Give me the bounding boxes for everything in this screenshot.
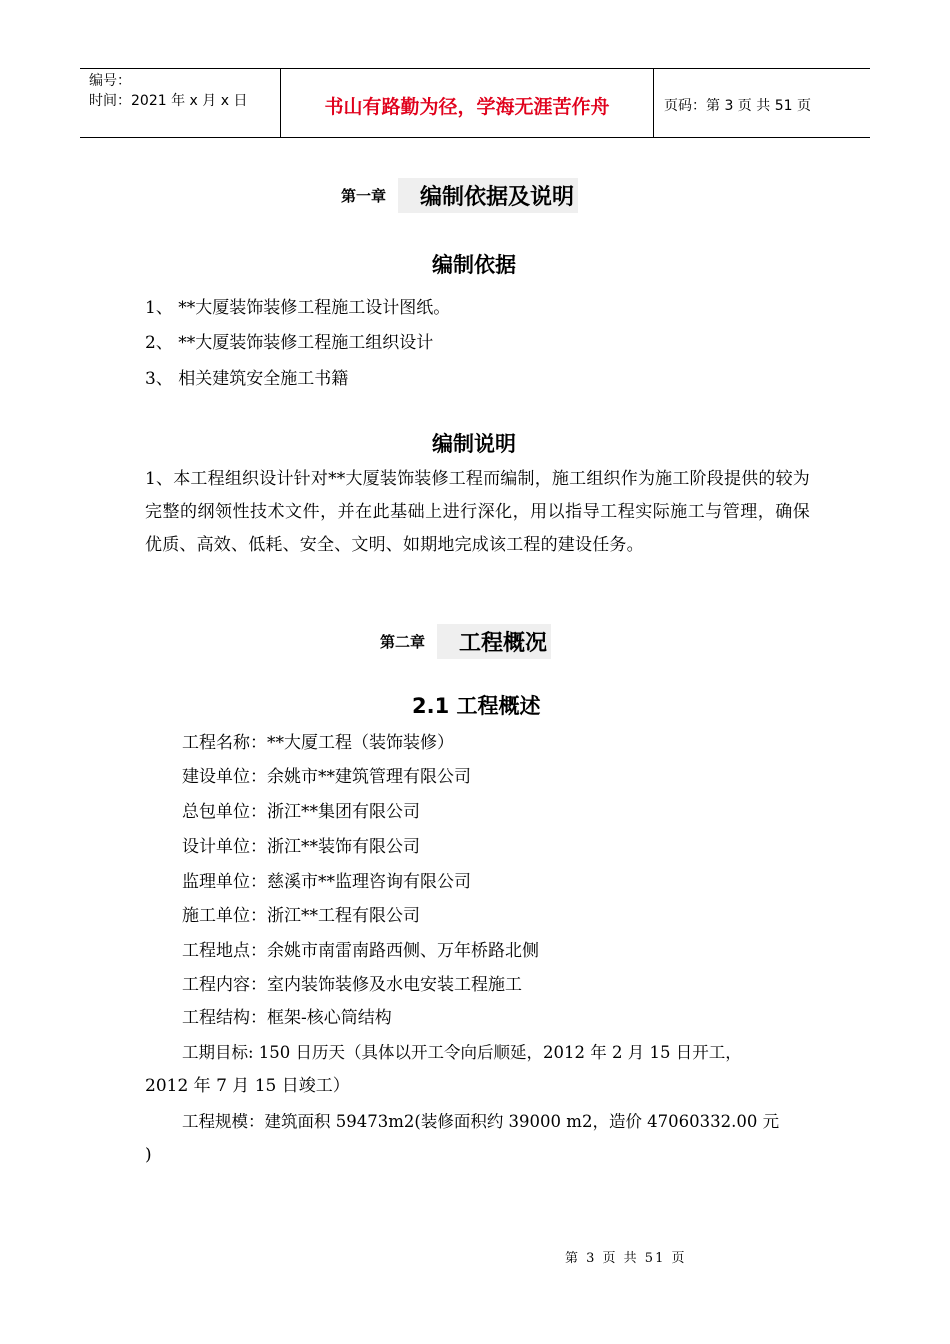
scale-line: 工程规模：建筑面积 59473m2(装修面积约 39000 m2，造价 47060332.00 元: [182, 1112, 780, 1131]
overview-line: 设计单位：浙江**装饰有限公司: [182, 837, 420, 857]
overview-line: 工程内容：室内装饰装修及水电安装工程施工: [182, 975, 522, 995]
overview-line: 施工单位：浙江**工程有限公司: [182, 906, 420, 926]
overview-line: 建设单位：余姚市**建筑管理有限公司: [182, 767, 471, 787]
chapter2-heading: [380, 624, 551, 659]
basis-item: 3、 相关建筑安全施工书籍: [145, 369, 349, 389]
header-meta-cell: [80, 69, 281, 137]
overview-line: 总包单位：浙江**集团有限公司: [182, 802, 420, 822]
schedule-line: 工期目标: 150 日历天（具体以开工令向后顺延，2012 年 2 月 15 日开工，: [182, 1043, 742, 1062]
overview-line: 工程地点：余姚市南雷南路西侧、万年桥路北侧: [182, 941, 539, 961]
schedule-line-cont: 2012 年 7 月 15 日竣工）: [145, 1076, 350, 1096]
footer-page-number: 第 3 页 共 51 页: [565, 1251, 687, 1266]
overview-line: 工程结构：框架-核心筒结构: [182, 1008, 392, 1028]
basis-item: 1、 **大厦装饰装修工程施工设计图纸。: [145, 298, 451, 318]
header-table: [80, 68, 870, 138]
basis-item: 2、 **大厦装饰装修工程施工组织设计: [145, 333, 434, 353]
chapter1-number: 第一章: [341, 187, 387, 205]
overview-line: 监理单位：慈溪市**监理咨询有限公司: [182, 872, 471, 892]
chapter2-number: 第二章: [380, 633, 426, 651]
chapter1-title: 编制依据及说明: [398, 178, 578, 213]
section-overview-title: 2.1 工程概述: [412, 694, 541, 718]
header-page-label: 页码：第 3 页 共 51 页: [664, 98, 811, 114]
header-motto: 书山有路勤为径，学海无涯苦作舟: [281, 69, 654, 137]
code-label: 编号：: [89, 73, 131, 89]
notes-paragraph: 1、本工程组织设计针对**大厦装饰装修工程而编制，施工组织作为施工阶段提供的较为完整的纲领性技术文件，并在此基础上进行深化，用以指导工程实际施工与管理，确保优质、高效、低耗、安全、文明、如期地完成该工程的建设任务。: [145, 469, 810, 555]
date-label: 时间：2021 年 x 月 x 日: [89, 93, 248, 109]
section-notes-title: 编制说明: [432, 432, 516, 456]
section-basis-title: 编制依据: [432, 253, 516, 277]
overview-line: 工程名称：**大厦工程（装饰装修）: [182, 733, 454, 753]
chapter2-title: 工程概况: [437, 624, 551, 659]
scale-line-cont: ): [145, 1145, 152, 1165]
chapter1-heading: [341, 178, 578, 213]
